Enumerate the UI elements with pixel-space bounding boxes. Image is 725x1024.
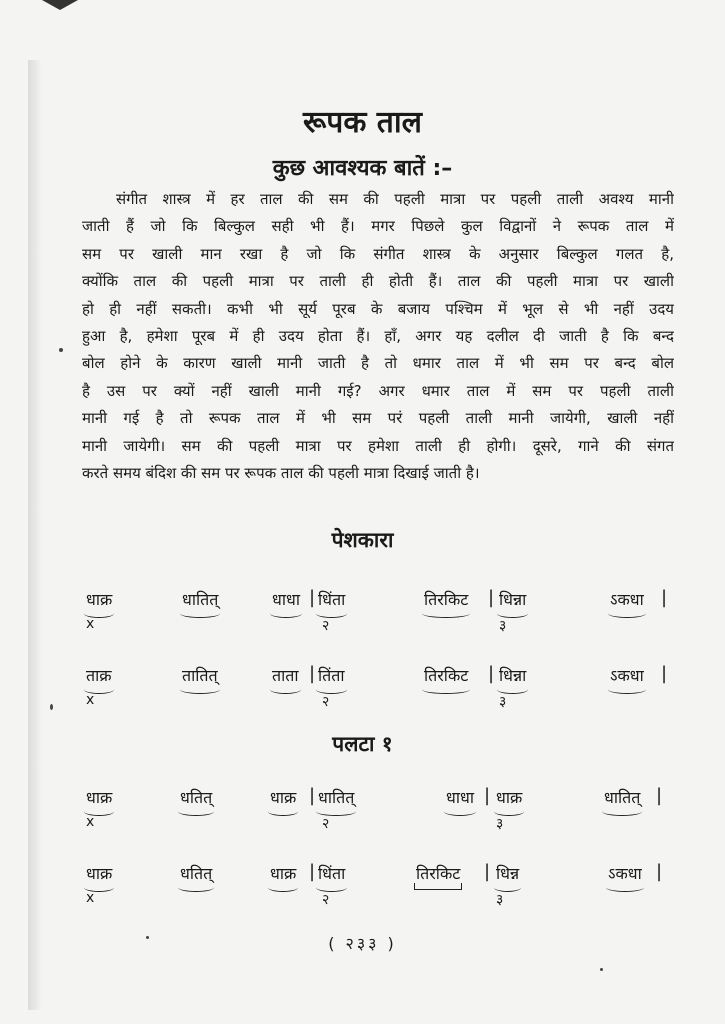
bol: धिन्ना: [497, 664, 528, 690]
bol: तिरकिट: [422, 588, 470, 614]
tali-mark: २: [322, 892, 330, 908]
vibhag-divider: |: [484, 861, 491, 882]
paragraph-line: करते समय बंदिश की सम पर रूपक ताल की पहली मात्रा दिखाई जाती है।: [82, 463, 480, 482]
paragraph-line: सम पर खाली मान रखा है जो कि संगीत शास्त्र के अनुसार बिल्कुल गलत है,: [82, 244, 674, 263]
vibhag-divider: |: [484, 785, 491, 806]
paragraph-line: क्योंकि ताल की पहली मात्रा पर ताली ही होती हैं। ताल की पहली मात्रा पर खाली: [82, 272, 674, 291]
scan-speck: [50, 704, 53, 710]
vibhag-divider: |: [309, 587, 316, 608]
bol: धाधा: [270, 588, 302, 614]
tali-mark: ३: [496, 892, 504, 908]
bol: धाक्र: [84, 862, 114, 888]
vibhag-divider: |: [488, 663, 495, 684]
section-heading-peshkara: पेशकारा: [331, 528, 394, 552]
section-heading-palta: पलटा १: [332, 732, 393, 756]
page-title: रूपक ताल: [302, 105, 423, 140]
bol: धिन्न: [494, 862, 521, 888]
bol: ताक्र: [84, 664, 114, 690]
bol: धाक्र: [268, 786, 298, 812]
sam-mark: x: [86, 616, 95, 632]
vibhag-divider: |: [309, 861, 316, 882]
vibhag-divider: |: [309, 663, 316, 684]
vibhag-divider: |: [309, 785, 316, 806]
bol: तातित्: [180, 664, 220, 690]
bol: ताता: [270, 664, 301, 690]
bol: धिंता: [316, 862, 347, 888]
scan-speck: [59, 348, 63, 352]
tali-mark: २: [322, 816, 330, 832]
bol: ऽकधा: [608, 588, 646, 614]
body-paragraph: [82, 186, 674, 487]
vibhag-divider: |: [661, 587, 668, 608]
bol: धतित्: [178, 786, 214, 812]
paragraph-line: जाती हैं जो कि बिल्कुल सही भी हैं। मगर पिछले कुल विद्वानों ने रूपक ताल में: [82, 217, 674, 236]
notation-row: [0, 786, 725, 836]
notation-row: [0, 862, 725, 912]
sam-mark: x: [86, 814, 95, 830]
corner-mark: [42, 0, 78, 10]
vibhag-divider: |: [656, 861, 663, 882]
paragraph-line: है उस पर क्यों नहीं खाली मानी गई? अगर धमार ताल में सम पर पहली ताली: [82, 381, 674, 400]
paragraph-line: मानी गई है तो रूपक ताल में भी सम परं पहली ताली मानी जायेगी, खाली नहीं: [82, 409, 674, 428]
paragraph-line: संगीत शास्त्र में हर ताल की सम की पहली मात्रा पर पहली ताली अवश्य मानी: [116, 190, 674, 208]
page-number: ( २३३ ): [328, 934, 397, 953]
bol: ऽकधा: [606, 862, 644, 888]
paragraph-line: बोल होने के कारण खाली मानी जाती है तो धमार ताल में भी सम पर बन्द बोल: [82, 354, 674, 373]
bol: धिन्ना: [497, 588, 528, 614]
vibhag-divider: |: [656, 785, 663, 806]
bol: धातित्: [602, 786, 642, 812]
tali-mark: २: [322, 618, 330, 634]
scan-speck: [146, 936, 149, 939]
bol: तिरकिट: [414, 862, 462, 888]
paragraph-line: मानी जायेगी। सम की पहली मात्रा पर हमेशा ताली ही होगी। दूसरे, गाने की संगत: [82, 436, 674, 455]
bol: धाधा: [444, 786, 476, 812]
tali-mark: ३: [496, 816, 504, 832]
bol: धाक्र: [84, 786, 114, 812]
sam-mark: x: [86, 890, 95, 906]
page-subtitle: कुछ आवश्यक बातें :–: [272, 156, 453, 181]
bol: धिंता: [316, 588, 347, 614]
bol: तिरकिट: [422, 664, 470, 690]
sam-mark: x: [86, 692, 95, 708]
bol: धतित्: [178, 862, 214, 888]
bol: धातित्: [180, 588, 220, 614]
tali-mark: २: [322, 694, 330, 710]
vibhag-divider: |: [488, 587, 495, 608]
paragraph-line: हो ही नहीं सकती। कभी भी सूर्य पूरब के बजाय पश्चिम में भूल से भी नहीं उदय: [82, 299, 674, 318]
notation-row: [0, 664, 725, 714]
bol: तिंता: [316, 664, 347, 690]
tali-mark: ३: [499, 694, 507, 710]
bol: धाक्र: [84, 588, 114, 614]
bol: ऽकधा: [608, 664, 646, 690]
scan-speck: [600, 968, 603, 971]
bol: धातित्: [316, 786, 356, 812]
paragraph-line: हुआ है, हमेशा पूरब में ही उदय होता हैं। हाँ, अगर यह दलील दी जाती है कि बन्द: [82, 326, 674, 345]
tali-mark: ३: [499, 618, 507, 634]
vibhag-divider: |: [661, 663, 668, 684]
notation-row: [0, 588, 725, 638]
bol: धाक्र: [268, 862, 298, 888]
bol: धाक्र: [494, 786, 524, 812]
